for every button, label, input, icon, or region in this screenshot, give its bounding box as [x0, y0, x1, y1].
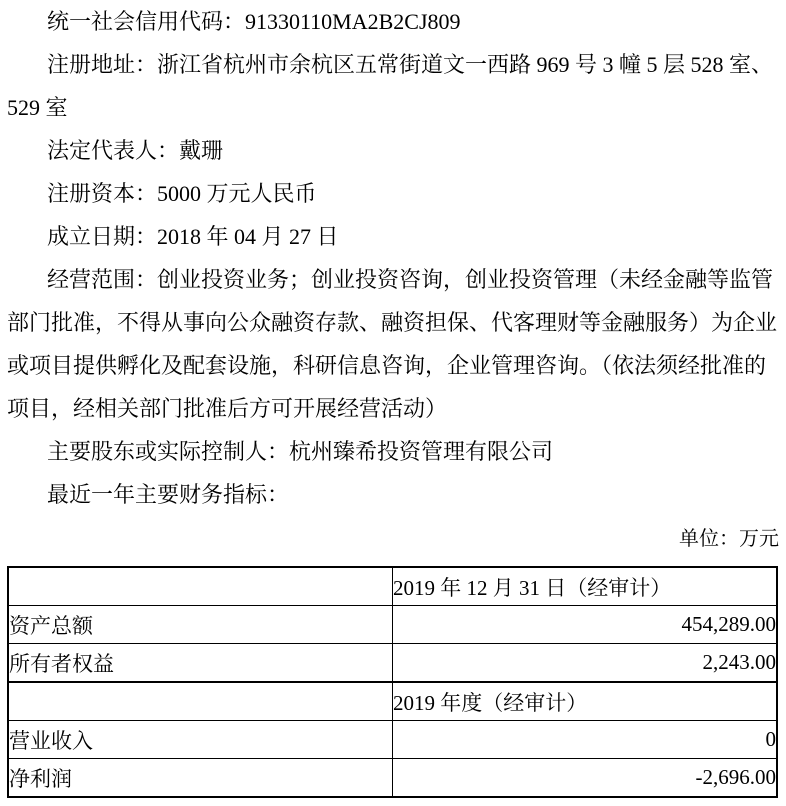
scope-line-2: 部门批准，不得从事向公众融资存款、融资担保、代客理财等金融服务）为企业	[7, 310, 778, 335]
founded-date-line: 成立日期：2018 年 04 月 27 日	[47, 224, 339, 249]
table-row-revenue	[8, 721, 777, 759]
credit-code-line: 统一社会信用代码：91330110MA2B2CJ809	[47, 9, 461, 34]
metric-value: 0	[393, 721, 778, 759]
scope-line-4: 项目，经相关部门批准后方可开展经营活动）	[7, 396, 448, 421]
unit-note: 单位：万元	[679, 528, 779, 550]
indicators-heading: 最近一年主要财务指标：	[47, 482, 290, 507]
shareholder-line: 主要股东或实际控制人：杭州臻希投资管理有限公司	[47, 439, 554, 464]
metric-value: 2,243.00	[393, 644, 778, 683]
period-header-income: 2019 年度（经审计）	[393, 682, 778, 721]
address-line-2: 529 室	[7, 95, 68, 120]
metric-label: 所有者权益	[8, 644, 393, 683]
empty-label-cell	[8, 682, 393, 721]
metric-label: 资产总额	[8, 606, 393, 644]
period-header-balance: 2019 年 12 月 31 日（经审计）	[393, 567, 778, 606]
legal-rep-line: 法定代表人：戴珊	[47, 138, 224, 163]
metric-value: 454,289.00	[393, 606, 778, 644]
capital-line: 注册资本：5000 万元人民币	[47, 181, 317, 206]
table-row-net-profit	[8, 759, 777, 798]
metric-label: 净利润	[8, 759, 393, 798]
metric-label: 营业收入	[8, 721, 393, 759]
table-row-balance-header	[8, 567, 777, 606]
financial-indicators-table	[7, 566, 778, 798]
table-row-total-assets	[8, 606, 777, 644]
address-line-1: 注册地址：浙江省杭州市余杭区五常街道文一西路 969 号 3 幢 5 层 528 室、	[47, 52, 774, 77]
scope-line-3: 或项目提供孵化及配套设施，科研信息咨询，企业管理咨询。（依法须经批准的	[7, 353, 767, 378]
metric-value: -2,696.00	[393, 759, 778, 798]
table-row-owners-equity	[8, 644, 777, 683]
empty-label-cell	[8, 567, 393, 606]
scope-line-1: 经营范围：创业投资业务；创业投资咨询，创业投资管理（未经金融等监管	[47, 267, 774, 292]
table-row-income-header	[8, 682, 777, 721]
